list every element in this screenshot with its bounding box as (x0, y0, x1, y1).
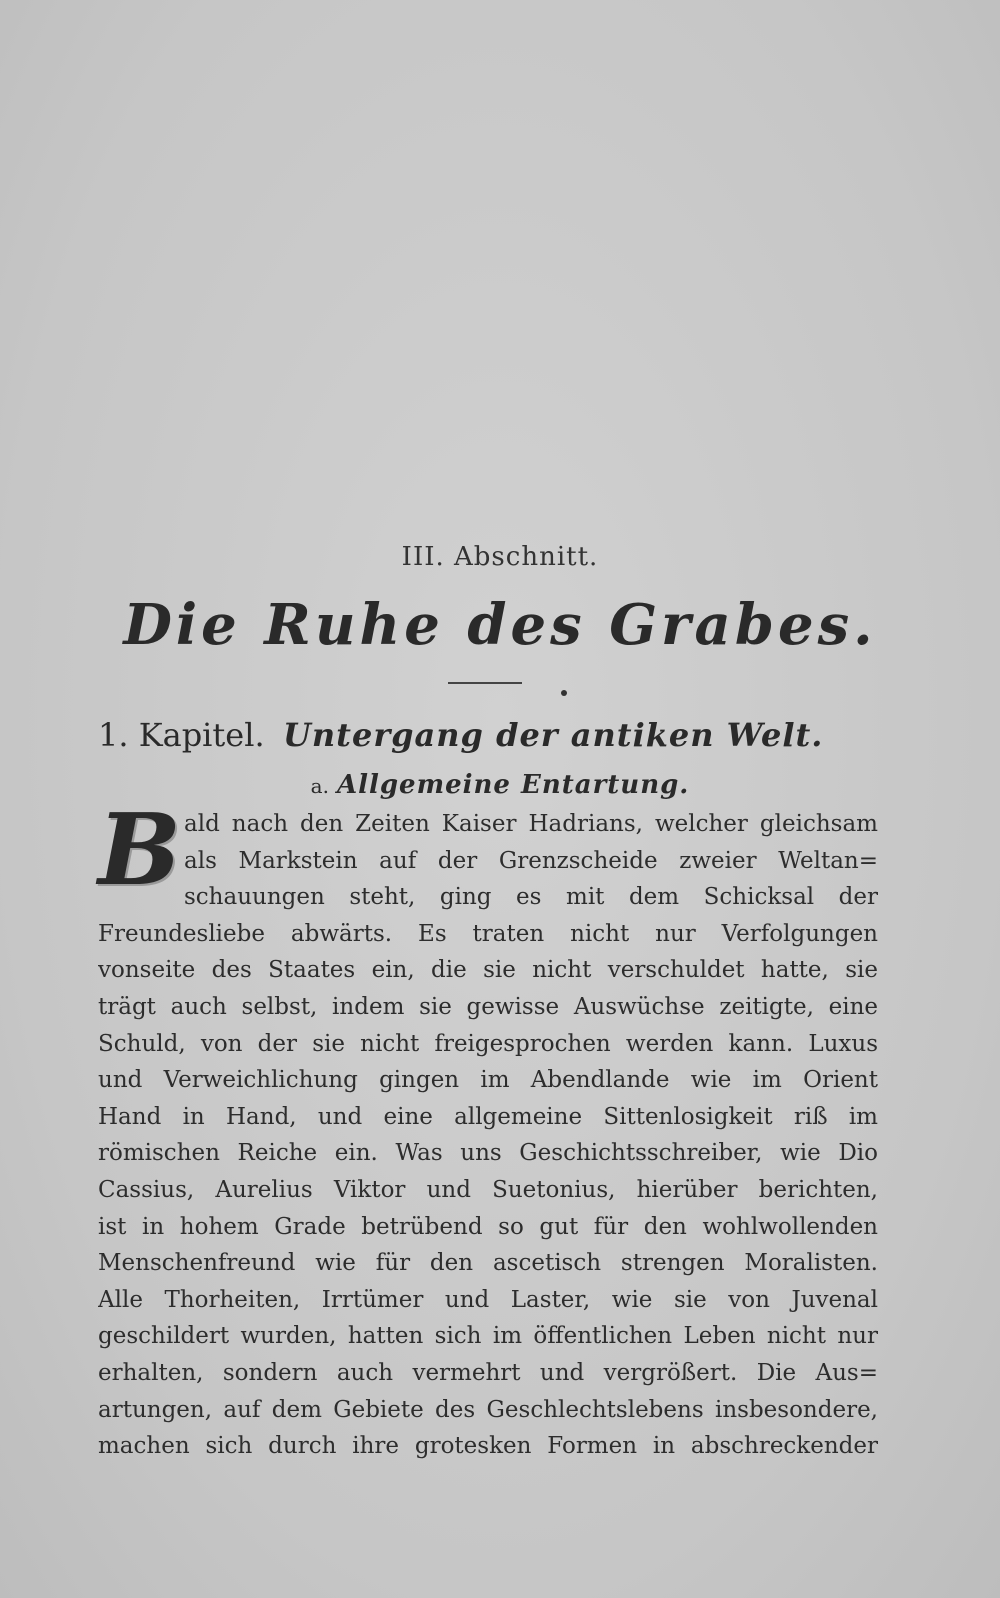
text-line: ist in hohem Grade betrübend so gut für den wohlwollenden (98, 1213, 878, 1240)
subheading-text: Allgemeine Entartung. (336, 770, 690, 800)
text-line: schauungen steht, ging es mit dem Schicksal der (184, 884, 878, 911)
text-line: als Markstein auf der Grenzscheide zweier Weltan= (184, 847, 878, 874)
page-title: Die Ruhe des Grabes. (123, 592, 877, 658)
text-line: ald nach den Zeiten Kaiser Hadrians, welcher gleichsam (184, 811, 878, 837)
body-text (98, 793, 878, 1465)
text-line: Hand in Hand, und eine allgemeine Sittenlosigkeit riß im (98, 1103, 878, 1130)
text-line: römischen Reiche ein. Was uns Geschichtsschreiber, wie Dio (98, 1140, 878, 1167)
chapter-number: 1. Kapitel. (98, 716, 265, 754)
text-line: und Verweichlichung gingen im Abendlande wie im Orient (98, 1067, 878, 1094)
title-divider (448, 682, 522, 684)
text-line: vonseite des Staates ein, die sie nicht verschuldet hatte, sie (98, 957, 878, 984)
text-line: geschildert wurden, hatten sich im öffentlichen Leben nicht nur (98, 1323, 878, 1350)
text-line: Schuld, von der sie nicht freigesprochen werden kann. Luxus (98, 1030, 878, 1057)
text-line: artungen, auf dem Gebiete des Geschlechtslebens insbesondere, (98, 1396, 878, 1423)
drop-cap: B (98, 793, 181, 908)
text-line: Cassius, Aurelius Viktor und Suetonius, hierüber berichten, (98, 1176, 878, 1203)
text-line: Freundesliebe abwärts. Es traten nicht nur Verfolgungen (98, 920, 878, 947)
section-label: III. Abschnitt. (401, 542, 599, 572)
subheading-letter: a. (310, 774, 329, 798)
text-line: erhalten, sondern auch vermehrt und vergrößert. Die Aus= (98, 1359, 878, 1386)
chapter-name: Untergang der antiken Welt. (283, 716, 824, 754)
text-line: machen sich durch ihre grotesken Formen in abschreckender (98, 1433, 878, 1460)
text-line: trägt auch selbst, indem sie gewisse Auswüchse zeitigte, eine (98, 993, 878, 1020)
ink-dot (561, 690, 567, 696)
text-line: Alle Thorheiten, Irrtümer und Laster, wie sie von Juvenal (98, 1286, 878, 1313)
text-line: Menschenfreund wie für den ascetisch strengen Moralisten. (98, 1250, 878, 1277)
chapter-heading (98, 716, 878, 754)
